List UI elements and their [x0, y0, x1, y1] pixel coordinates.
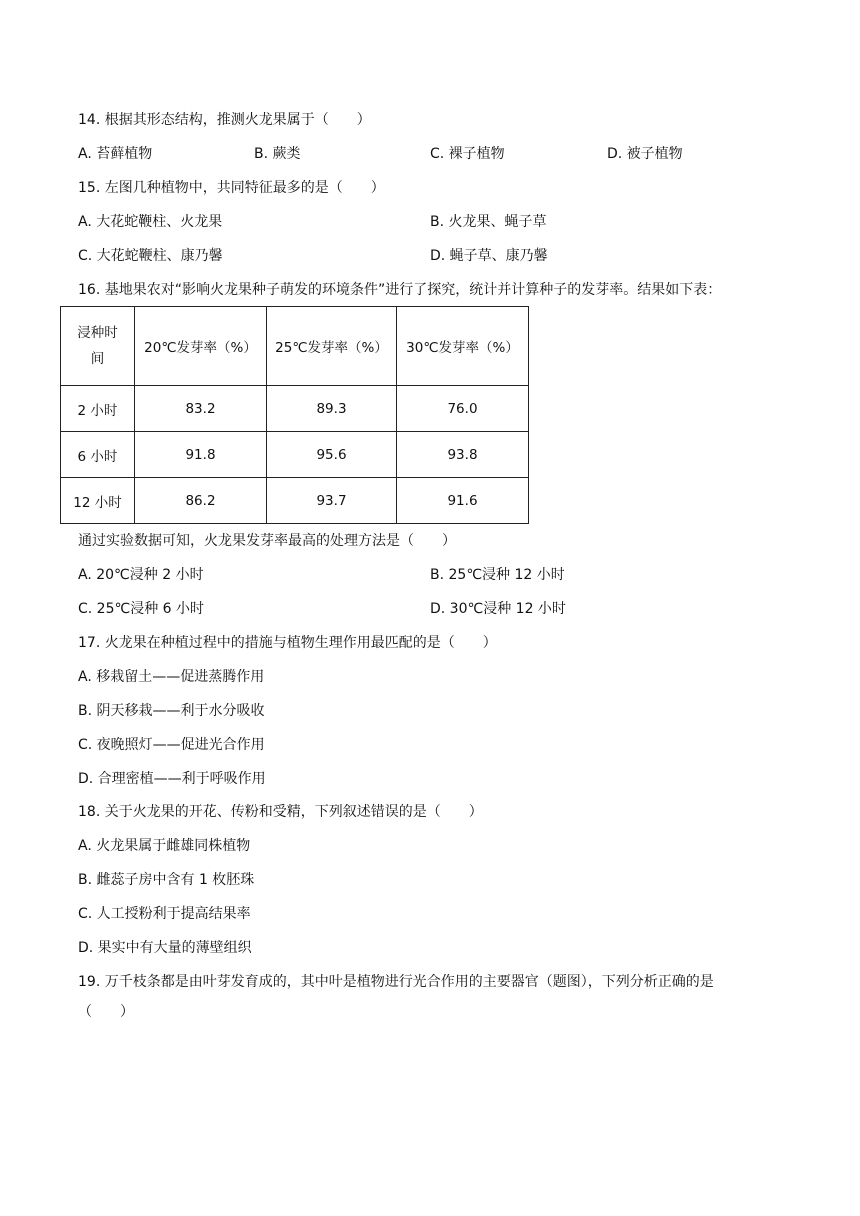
- question-18-stem: 18. 关于火龙果的开花、传粉和受精，下列叙述错误的是（ ）: [78, 804, 483, 820]
- question-14-option-c: C. 裸子植物: [430, 146, 505, 162]
- table-cell: 93.8: [397, 432, 529, 478]
- question-16-stem: 16. 基地果农对“影响火龙果种子萌发的环境条件”进行了探究，统计并计算种子的发芽率。结果如下表：: [78, 282, 722, 298]
- question-16-option-c: C. 25℃浸种 6 小时: [78, 601, 205, 617]
- table-cell: 93.7: [267, 478, 397, 524]
- table-header-30c: 30℃发芽率（%）: [397, 307, 529, 386]
- table-header-25c: 25℃发芽率（%）: [267, 307, 397, 386]
- question-16-option-b: B. 25℃浸种 12 小时: [430, 567, 565, 583]
- table-cell: 2 小时: [61, 386, 135, 432]
- question-18-option-a: A. 火龙果属于雌雄同株植物: [78, 838, 251, 854]
- question-15-option-d: D. 蝇子草、康乃馨: [430, 248, 548, 264]
- table-row: [61, 432, 529, 478]
- header-soak-line-2: 间: [90, 351, 105, 367]
- question-15-option-c: C. 大花蛇鞭柱、康乃馨: [78, 248, 223, 264]
- question-19-stem-continued: （ ）: [78, 1004, 134, 1020]
- table-cell: 12 小时: [61, 478, 135, 524]
- question-17-option-b: B. 阴天移栽——利于水分吸收: [78, 703, 265, 719]
- question-14-stem: 14. 根据其形态结构，推测火龙果属于（ ）: [78, 112, 371, 128]
- question-16-option-a: A. 20℃浸种 2 小时: [78, 567, 204, 583]
- question-16-option-d: D. 30℃浸种 12 小时: [430, 601, 566, 617]
- table-header-row: [61, 307, 529, 386]
- question-18-option-c: C. 人工授粉利于提高结果率: [78, 906, 251, 922]
- table-cell: 6 小时: [61, 432, 135, 478]
- table-cell: 86.2: [135, 478, 267, 524]
- question-14-option-d: D. 被子植物: [607, 146, 683, 162]
- table-cell: 91.6: [397, 478, 529, 524]
- question-18-option-b: B. 雌蕊子房中含有 1 枚胚珠: [78, 872, 255, 888]
- question-15-option-a: A. 大花蛇鞭柱、火龙果: [78, 214, 223, 230]
- table-cell: 83.2: [135, 386, 267, 432]
- table-row: [61, 478, 529, 524]
- table-cell: 76.0: [397, 386, 529, 432]
- question-17-option-a: A. 移栽留土——促进蒸腾作用: [78, 669, 265, 685]
- question-17-option-d: D. 合理密植——利于呼吸作用: [78, 771, 266, 787]
- question-17-option-c: C. 夜晚照灯——促进光合作用: [78, 737, 265, 753]
- table-cell: 91.8: [135, 432, 267, 478]
- question-14-option-a: A. 苔藓植物: [78, 146, 153, 162]
- question-14-option-b: B. 蕨类: [254, 146, 301, 162]
- table-cell: 95.6: [267, 432, 397, 478]
- question-15-stem: 15. 左图几种植物中，共同特征最多的是（ ）: [78, 180, 385, 196]
- question-19-stem: 19. 万千枝条都是由叶芽发育成的，其中叶是植物进行光合作用的主要器官（题图），下列分析正确的是: [78, 974, 714, 990]
- germination-table: [60, 306, 529, 524]
- question-16-question: 通过实验数据可知，火龙果发芽率最高的处理方法是（ ）: [78, 533, 456, 549]
- table-cell: 89.3: [267, 386, 397, 432]
- question-18-option-d: D. 果实中有大量的薄壁组织: [78, 940, 252, 956]
- table-header-soak-time: [61, 307, 135, 386]
- table-header-20c: 20℃发芽率（%）: [135, 307, 267, 386]
- question-15-option-b: B. 火龙果、蝇子草: [430, 214, 547, 230]
- question-17-stem: 17. 火龙果在种植过程中的措施与植物生理作用最匹配的是（ ）: [78, 635, 497, 651]
- table-row: [61, 386, 529, 432]
- header-soak-line-1: 浸种时: [77, 325, 118, 341]
